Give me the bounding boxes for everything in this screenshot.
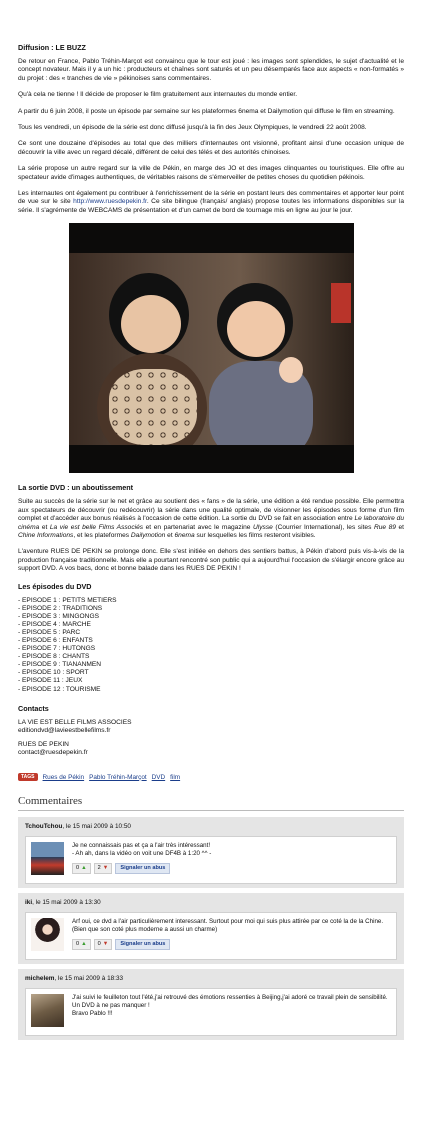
comment-line: J'ai suivi le feuilleton tout l'été,j'ai retrouvé des émotions ressenties à Beijing,j'ai adoré ce travail plein de sensibilité. bbox=[72, 994, 388, 1002]
vote-down-count: 0 bbox=[97, 940, 101, 947]
thumb-up-icon: ▲ bbox=[81, 940, 87, 947]
article bbox=[18, 43, 404, 1045]
list-item: - EPISODE 4 : MARCHE bbox=[18, 620, 91, 628]
comment-line: Un DVD à ne pas manquer ! bbox=[72, 1001, 150, 1009]
paragraph: Tous les vendredi, un épisode de la série est donc diffusé jusqu'à la fin des Jeux Olympiques, le vendredi 22 août 2008. bbox=[18, 124, 367, 132]
comment-text bbox=[72, 918, 391, 954]
comment bbox=[18, 893, 404, 964]
heading-episodes: Les épisodes du DVD bbox=[18, 581, 92, 591]
paragraph: De retour en France, Pablo Tréhin-Marçot est convaincu que le tour est joué : les images sont splendides, le sujet d'actualité et le concept novateur. Mais il y a un hic : producteurs et chaînes sont saturés et un peu désemparés face aux aspects « non-formatés » du projet : des « tranches de vie » pékinoises sans commentaires. bbox=[18, 58, 404, 82]
report-abuse-button[interactable]: Signaler un abus bbox=[115, 863, 170, 875]
list-item: - EPISODE 3 : MINGONGS bbox=[18, 612, 99, 620]
paragraph-text: sur lesquelles les films resteront visibles. bbox=[194, 531, 316, 539]
episode-list bbox=[18, 597, 404, 694]
vote-bar bbox=[72, 939, 391, 951]
author-name[interactable]: TchouTchou bbox=[25, 823, 63, 831]
vote-up-count: 0 bbox=[76, 940, 80, 947]
photo-scene bbox=[69, 253, 354, 445]
list-item: - EPISODE 2 : TRADITIONS bbox=[18, 604, 103, 612]
emphasis: Le laboratoire du cinéma bbox=[18, 515, 404, 531]
emphasis: 6nema bbox=[174, 531, 195, 539]
thumb-down-icon: ▼ bbox=[102, 864, 109, 871]
paragraph bbox=[18, 190, 404, 215]
comment-author bbox=[25, 975, 397, 982]
comment-line: Arf oui, ce dvd a l'air particulièrement interessant. Surtout pour moi qui suis plus attirée par ce coté la de la Chine. (Bien que son coté plus moderne a aussi un charme) bbox=[72, 918, 384, 933]
tag-link[interactable]: Rues de Pékin bbox=[42, 773, 85, 781]
paragraph: Ce sont une douzaine d'épisodes au total que des milliers d'internautes ont visionné, profitant ainsi d'une occasion unique de découvrir la ville avec un regard décalé, différent de celui des télés et des autorités chinoises. bbox=[18, 140, 404, 156]
list-item: - EPISODE 7 : HUTONGS bbox=[18, 645, 96, 653]
comment-body bbox=[25, 912, 397, 960]
paragraph-text: , et les plateformes bbox=[73, 531, 131, 539]
emphasis: Rue 89 bbox=[373, 523, 396, 531]
list-item: - EPISODE 1 : PETITS METIERS bbox=[18, 596, 117, 604]
vote-up-button[interactable] bbox=[72, 939, 91, 951]
author-name[interactable]: michelem bbox=[25, 975, 55, 983]
comment-author bbox=[25, 899, 397, 906]
list-item: - EPISODE 11 : JEUX bbox=[18, 677, 83, 685]
paragraph: L'aventure RUES DE PEKIN se prolonge donc. Elle s'est initiée en dehors des sentiers battus, à Pékin d'abord puis vis-à-vis de la production française traditionnelle. Mais elle a pourtant rencontré son public qui a aujourd'hui l'occasion de s'élargir encore grâce au support DVD. A vos bacs, donc et bonne balade dans les RUES DE PEKIN ! bbox=[18, 548, 404, 573]
vote-bar bbox=[72, 863, 391, 875]
contact-block bbox=[18, 741, 404, 757]
emphasis: Dailymotion bbox=[130, 531, 166, 539]
tag-bar bbox=[18, 773, 404, 781]
vote-up-button[interactable] bbox=[72, 863, 91, 875]
comment-text bbox=[72, 842, 391, 878]
comment-author bbox=[25, 823, 397, 830]
vote-up-count: 0 bbox=[76, 864, 80, 871]
emphasis: La vie est belle Films Associés bbox=[49, 523, 144, 531]
list-item: - EPISODE 12 : TOURISME bbox=[18, 685, 101, 693]
thumb-down-icon: ▼ bbox=[102, 940, 109, 947]
contact-name: LA VIE EST BELLE FILMS ASSOCIES bbox=[18, 718, 132, 726]
photo-children bbox=[69, 223, 354, 473]
avatar bbox=[31, 918, 64, 951]
comment-date: , le 15 mai 2009 à 13:30 bbox=[32, 899, 101, 907]
paragraph bbox=[18, 498, 404, 540]
paragraph-text: et bbox=[39, 523, 50, 531]
contact-email[interactable]: contact@ruesdepekin.fr bbox=[18, 748, 88, 756]
paragraph-text: Suite au succès de la série sur le net et grâce au soutient des « fans » de la série, une édition a été rendue possible. Elle permettra aux spectateurs de découvrir (ou redécouvrir) la série dans une qualité optimale, de visionner les épisodes sous forme d'un film complet et d'accéder aux bonus réalisés à l'occasion de cette édition. La sortie du DVD se fait en association entre bbox=[18, 498, 404, 523]
avatar bbox=[31, 842, 64, 875]
paragraph-text: . Ce site bilingue (français/ anglais) propose toutes les informations disponibles sur la série. Il s'agrémente de WEBCAMS de présentation et d'un carnet de bord de tournage mis en ligne au jour le jour. bbox=[18, 198, 405, 214]
comment-date: , le 15 mai 2009 à 10:50 bbox=[62, 823, 131, 831]
heading-contacts: Contacts bbox=[18, 703, 49, 713]
comment-text bbox=[72, 994, 391, 1030]
list-item: - EPISODE 8 : CHANTS bbox=[18, 653, 90, 661]
comments-title: Commentaires bbox=[18, 795, 404, 811]
paragraph-text: et bbox=[165, 531, 175, 539]
comment-line: - Ah ah, dans la vidéo on voit une DF4B à 1:20 ^^ - bbox=[72, 849, 212, 857]
list-item: - EPISODE 5 : PARC bbox=[18, 628, 81, 636]
tags-badge: TAGS bbox=[18, 773, 38, 781]
contact-name: RUES DE PEKIN bbox=[18, 740, 69, 748]
paragraph-text: et bbox=[395, 523, 404, 531]
tag-link[interactable]: Pablo Tréhin-Marçot bbox=[89, 773, 147, 781]
vote-down-button[interactable] bbox=[94, 863, 113, 875]
comment bbox=[18, 817, 404, 888]
list-item: - EPISODE 6 : ENFANTS bbox=[18, 637, 93, 644]
list-item: - EPISODE 9 : TIANANMEN bbox=[18, 661, 102, 669]
comment-line: Je ne connaissais pas et ça a l'air très intéressant! bbox=[72, 842, 211, 850]
vote-down-button[interactable] bbox=[94, 939, 113, 951]
heading-buzz: Diffusion : LE BUZZ bbox=[18, 43, 86, 52]
contact-block bbox=[18, 719, 404, 735]
comment-body bbox=[25, 836, 397, 884]
comment-line: Bravo Pablo !!! bbox=[72, 1009, 113, 1017]
avatar bbox=[31, 994, 64, 1027]
tag-link[interactable]: film bbox=[170, 773, 181, 781]
report-abuse-button[interactable]: Signaler un abus bbox=[115, 939, 170, 951]
paragraph-text: Les internautes ont également pu contribuer à l'enrichissement de la série en postant leurs des commentaires et apporter leur point de vue sur le site bbox=[18, 190, 404, 206]
emphasis: Chine Informations bbox=[18, 531, 74, 539]
contact-email[interactable]: editiondvd@lavieestbellefilms.fr bbox=[18, 726, 111, 734]
site-link[interactable]: http://www.ruesdepekin.fr bbox=[73, 198, 147, 206]
author-name[interactable]: iki bbox=[25, 899, 33, 907]
paragraph-text: et en partenariat avec le magazine bbox=[143, 523, 254, 531]
comment-body bbox=[25, 988, 397, 1036]
emphasis: Ulysse bbox=[253, 523, 273, 531]
paragraph: Qu'à cela ne tienne ! Il décide de proposer le film gratuitement aux internautes du monde entier. bbox=[18, 91, 298, 99]
thumb-up-icon: ▲ bbox=[81, 864, 87, 871]
heading-dvd: La sortie DVD : un aboutissement bbox=[18, 483, 134, 493]
paragraph-text: (Courrier International), les sites bbox=[272, 523, 374, 531]
tag-link[interactable]: DVD bbox=[151, 773, 166, 781]
comment bbox=[18, 969, 404, 1040]
vote-down-count: 2 bbox=[97, 864, 101, 871]
paragraph: La série propose un autre regard sur la ville de Pékin, en marge des JO et des images clinquantes ou touristiques. Elle offre au spectateur avide d'images authentiques, de véritables raisons de s'émerveiller de petites choses du quotidien pékinois. bbox=[18, 165, 404, 181]
comment-date: , le 15 mai 2009 à 18:33 bbox=[54, 975, 124, 983]
paragraph: A partir du 6 juin 2008, il poste un épisode par semaine sur les plateformes 6nema et Dailymotion qui diffuse le film en streaming. bbox=[18, 107, 395, 115]
list-item: - EPISODE 10 : SPORT bbox=[18, 669, 89, 677]
